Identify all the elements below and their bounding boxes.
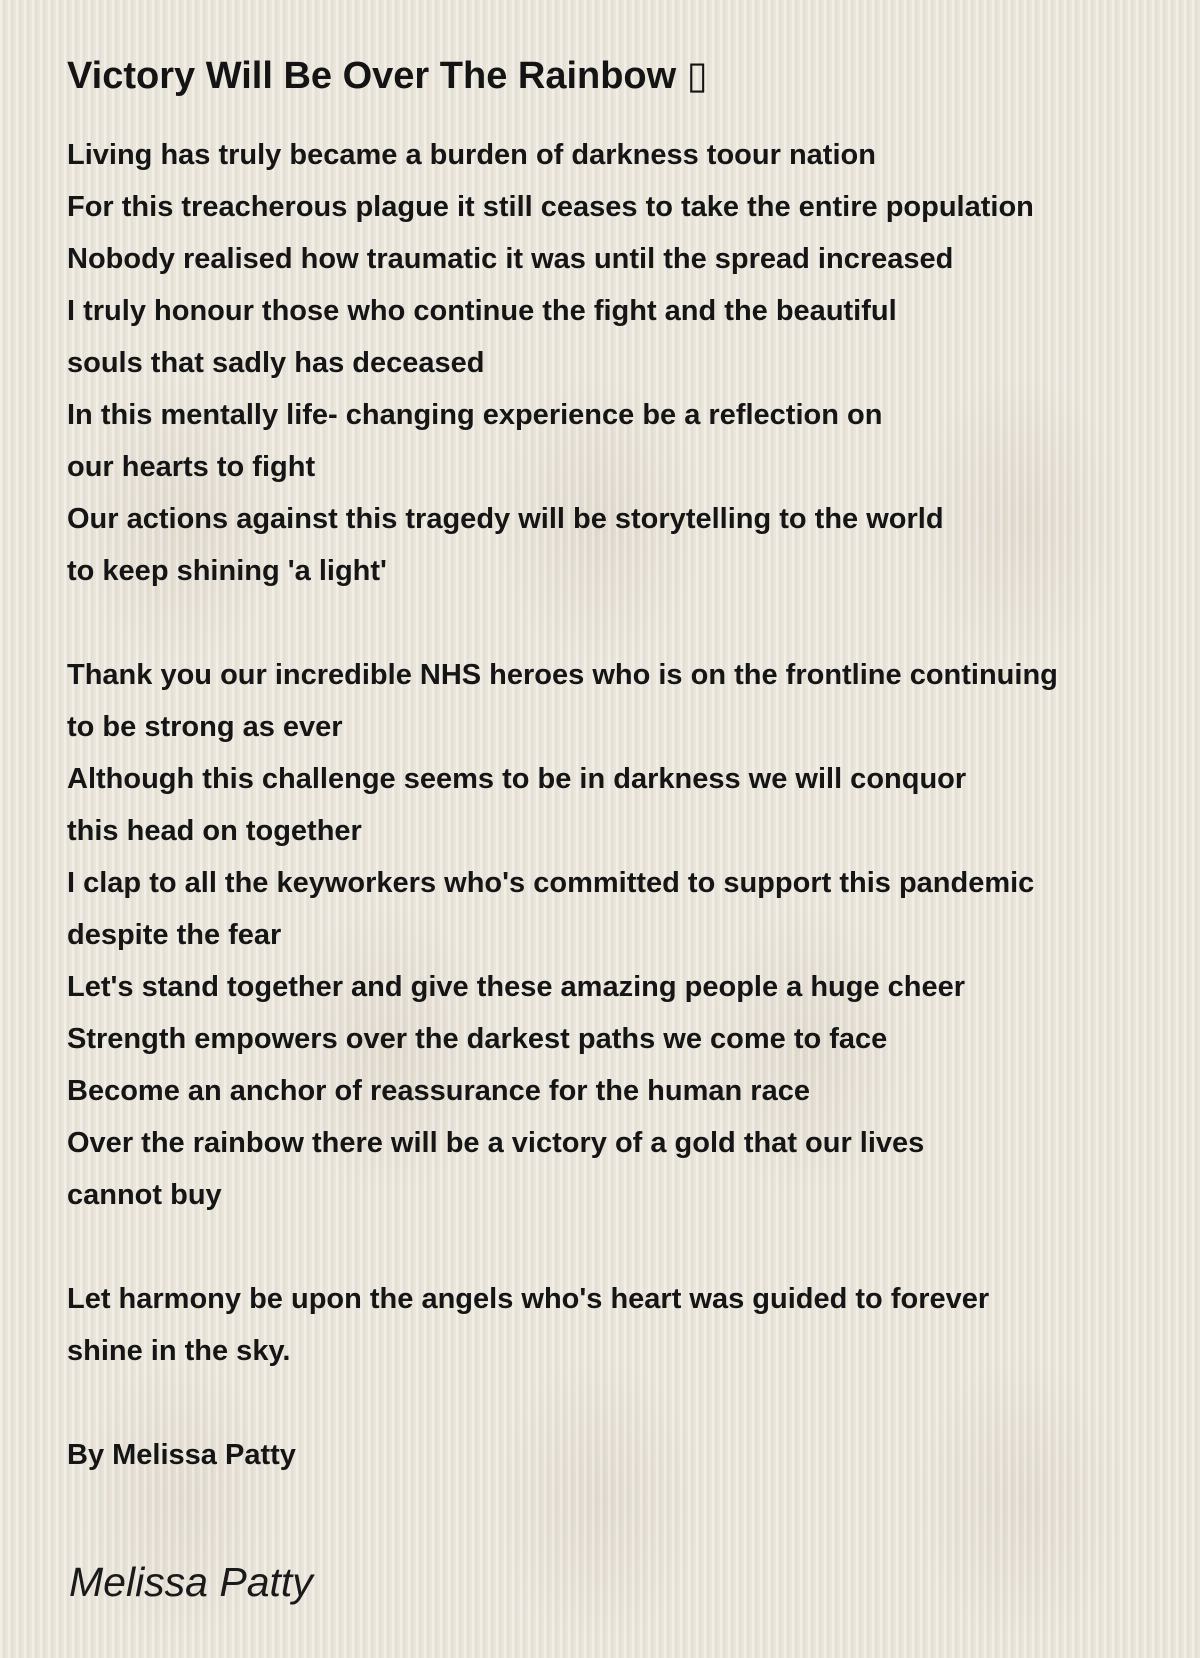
author-signature: Melissa Patty xyxy=(69,1559,313,1605)
poem-line: Become an anchor of reassurance for the human race xyxy=(67,1075,810,1107)
poem-line: Let harmony be upon the angels who's heart was guided to forever xyxy=(67,1283,990,1315)
poem-title: Victory Will Be Over The Rainbow ▯ xyxy=(67,55,708,97)
poem-line: Our actions against this tragedy will be storytelling to the world xyxy=(67,503,944,535)
poem-line: I truly honour those who continue the fight and the beautiful xyxy=(67,295,897,327)
poem-line: Strength empowers over the darkest paths we come to face xyxy=(67,1023,888,1055)
poem-line: Living has truly became a burden of darkness toour nation xyxy=(67,139,876,171)
poem-line: to be strong as ever xyxy=(67,711,343,743)
poem-line: In this mentally life- changing experience be a reflection on xyxy=(67,399,883,431)
poem-line: Thank you our incredible NHS heroes who is on the frontline continuing xyxy=(67,659,1058,691)
poem-line: this head on together xyxy=(67,815,362,847)
poem-line: Let's stand together and give these amazing people a huge cheer xyxy=(67,971,966,1003)
poem-line: cannot buy xyxy=(67,1179,222,1211)
poem-line: Over the rainbow there will be a victory of a gold that our lives xyxy=(67,1127,925,1159)
stanza-break xyxy=(67,1221,1182,1273)
poem-line: despite the fear xyxy=(67,919,282,951)
poem-body xyxy=(67,129,1182,1377)
poem-card xyxy=(67,50,1182,1481)
poem-line: For this treacherous plague it still ceases to take the entire population xyxy=(67,191,1034,223)
poem-line: I clap to all the keyworkers who's committed to support this pandemic xyxy=(67,867,1035,899)
poem-line: souls that sadly has deceased xyxy=(67,347,485,379)
poem-line: to keep shining 'a light' xyxy=(67,555,387,587)
stanza-break xyxy=(67,597,1182,649)
poem-line: our hearts to fight xyxy=(67,451,316,483)
poem-line: Nobody realised how traumatic it was until the spread increased xyxy=(67,243,954,275)
poem-line: Although this challenge seems to be in darkness we will conquor xyxy=(67,763,967,795)
poem-line: shine in the sky. xyxy=(67,1335,291,1367)
author-byline: By Melissa Patty xyxy=(67,1439,296,1471)
